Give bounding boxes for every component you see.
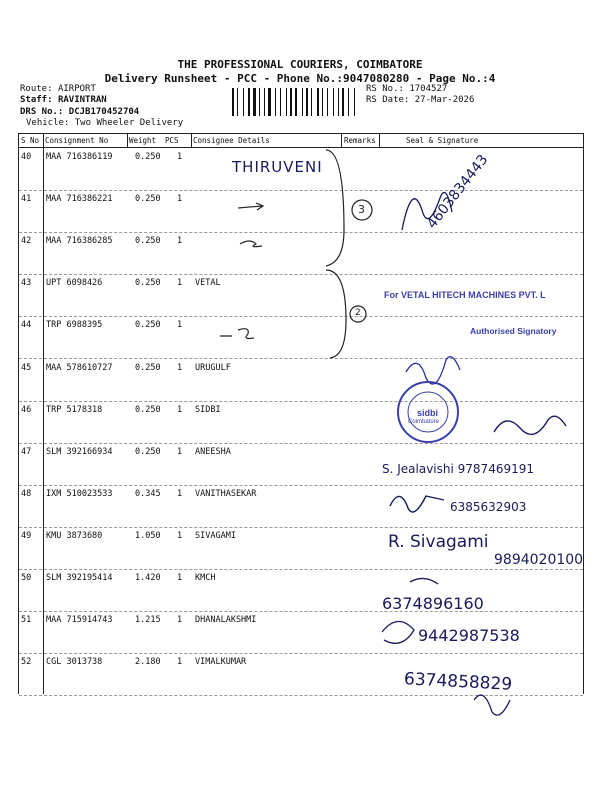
row-weight: 0.250 bbox=[135, 152, 161, 162]
row-weight: 0.250 bbox=[135, 236, 161, 247]
row-consignee: VIMALKUMAR bbox=[195, 657, 247, 668]
row-consignment: CGL 3013738 bbox=[46, 657, 103, 668]
row-consignment: MAA 715914743 bbox=[46, 615, 113, 626]
row-weight: 0.250 bbox=[135, 362, 161, 373]
col-remarks: Remarks bbox=[344, 136, 376, 145]
row-pcs: 1 bbox=[177, 488, 183, 499]
hw-r48-phone: 6385632903 bbox=[450, 500, 527, 514]
row-pcs: 1 bbox=[177, 278, 183, 289]
row-consignment: TRP 6988395 bbox=[46, 320, 103, 331]
company-title: THE PROFESSIONAL COURIERS, COIMBATORE bbox=[177, 58, 423, 71]
row-consignment: SLM 392195414 bbox=[46, 573, 113, 583]
vehicle-line: Vehicle: Two Wheeler Delivery bbox=[26, 118, 184, 128]
ditto-mark bbox=[220, 329, 254, 339]
row-consignment: MAA 716386285 bbox=[46, 236, 113, 247]
row-consignee: KMCH bbox=[195, 573, 216, 583]
row-consignment: TRP 5178318 bbox=[46, 404, 103, 415]
row-weight: 0.250 bbox=[135, 278, 161, 289]
row-consignee: VANITHASEKAR bbox=[195, 488, 257, 499]
col-weight: Weight bbox=[129, 136, 157, 145]
drs-label: DRS No.: bbox=[20, 107, 64, 117]
signature-52 bbox=[474, 695, 510, 715]
hw-count-2: 2 bbox=[355, 308, 361, 318]
row-weight: 1.050 bbox=[135, 530, 161, 541]
row-weight: 1.420 bbox=[135, 573, 161, 583]
row-weight: 1.215 bbox=[135, 615, 161, 626]
ditto-mark bbox=[238, 203, 263, 210]
row-sno: 45 bbox=[21, 362, 32, 373]
row-sno: 44 bbox=[21, 320, 32, 331]
col-pcs: PCS bbox=[165, 136, 179, 145]
row-pcs: 1 bbox=[177, 446, 183, 457]
row-consignee: DHANALAKSHMI bbox=[195, 615, 257, 626]
vetal-company-stamp: For VETAL HITECH MACHINES PVT. L bbox=[384, 290, 546, 300]
row-consignment: MAA 716386119 bbox=[46, 152, 113, 162]
drs-value: DCJB170452704 bbox=[68, 107, 140, 117]
signature-51 bbox=[382, 621, 414, 643]
row-sno: 50 bbox=[21, 573, 32, 583]
col-consignee: Consignee Details bbox=[193, 136, 270, 145]
hw-r41-phone: 4603834443 bbox=[424, 151, 492, 232]
row-weight: 0.250 bbox=[135, 320, 161, 331]
rs-date: RS Date: 27-Mar-2026 bbox=[366, 95, 475, 105]
row-pcs: 1 bbox=[177, 657, 183, 668]
runsheet-subtitle: Delivery Runsheet - PCC - Phone No.:9047080280 - Page No.:4 bbox=[104, 72, 496, 85]
row-consignment: MAA 578610727 bbox=[46, 362, 113, 373]
row-weight: 0.250 bbox=[135, 194, 161, 205]
group-bracket-2 bbox=[326, 270, 346, 358]
row-weight: 0.250 bbox=[135, 446, 161, 457]
row-sno: 51 bbox=[21, 615, 32, 626]
signature-48 bbox=[390, 496, 444, 512]
signature-46 bbox=[494, 416, 566, 434]
row-sno: 49 bbox=[21, 530, 32, 541]
col-sno: S No bbox=[21, 136, 40, 145]
row-pcs: 1 bbox=[177, 615, 183, 626]
route-value: AIRPORT bbox=[57, 84, 96, 94]
row-consignment: IXM 510023533 bbox=[46, 488, 113, 499]
hw-r50-phone: 6374896160 bbox=[382, 594, 484, 613]
row-consignment: KMU 3873680 bbox=[46, 530, 103, 541]
staff-value: RAVINTRAN bbox=[57, 95, 107, 105]
vetal-authorised-stamp: Authorised Signatory bbox=[470, 326, 557, 336]
signature-50 bbox=[410, 578, 438, 584]
row-pcs: 1 bbox=[177, 236, 183, 247]
col-seal: Seal & Signature bbox=[406, 136, 479, 145]
staff-label: Staff: bbox=[20, 95, 53, 105]
row-sno: 42 bbox=[21, 236, 32, 247]
row-consignee: VETAL bbox=[195, 278, 221, 289]
sidbi-seal-name: sidbi bbox=[417, 408, 439, 418]
row-sno: 47 bbox=[21, 446, 32, 457]
row-consignment: MAA 716386221 bbox=[46, 194, 113, 205]
group-bracket-1 bbox=[326, 150, 344, 266]
row-pcs: 1 bbox=[177, 362, 183, 373]
row-sno: 46 bbox=[21, 404, 32, 415]
hw-r51-phone: 9442987538 bbox=[418, 626, 520, 645]
row-consignee: SIDBI bbox=[195, 404, 221, 415]
row-sno: 48 bbox=[21, 488, 32, 499]
ditto-mark bbox=[240, 241, 262, 247]
row-sno: 41 bbox=[21, 194, 32, 205]
row-pcs: 1 bbox=[177, 573, 183, 583]
hw-r40-name: THIRUVENI bbox=[232, 158, 323, 176]
row-consignee: URUGULF bbox=[195, 362, 231, 373]
row-pcs: 1 bbox=[177, 530, 183, 541]
route-label: Route: bbox=[20, 84, 53, 94]
row-consignee: SIVAGAMI bbox=[195, 530, 236, 541]
row-pcs: 1 bbox=[177, 404, 183, 415]
row-sno: 40 bbox=[21, 152, 32, 162]
row-consignment: SLM 392166934 bbox=[46, 446, 113, 457]
row-sno: 52 bbox=[21, 657, 32, 668]
col-consignment: Consignment No bbox=[45, 136, 109, 145]
row-pcs: 1 bbox=[177, 152, 183, 162]
rs-number: RS No.: 1704527 bbox=[366, 84, 448, 94]
hw-count-1: 3 bbox=[358, 203, 365, 216]
hw-r49-phone: 9894020100 bbox=[494, 552, 584, 568]
signature-45 bbox=[406, 357, 460, 384]
sidbi-seal-city: Coimbatore bbox=[408, 419, 440, 425]
row-pcs: 1 bbox=[177, 320, 183, 331]
hw-r49-sign: R. Sivagami bbox=[388, 532, 489, 552]
row-pcs: 1 bbox=[177, 194, 183, 205]
row-weight: 0.250 bbox=[135, 404, 161, 415]
row-weight: 0.345 bbox=[135, 488, 161, 499]
row-consignment: UPT 6098426 bbox=[46, 278, 103, 289]
hw-r47-sign: S. Jealavishi 9787469191 bbox=[382, 462, 534, 476]
row-consignee: ANEESHA bbox=[195, 446, 231, 457]
row-sno: 43 bbox=[21, 278, 32, 289]
hw-r52-phone: 6374858829 bbox=[403, 669, 513, 695]
row-weight: 2.180 bbox=[135, 657, 161, 668]
